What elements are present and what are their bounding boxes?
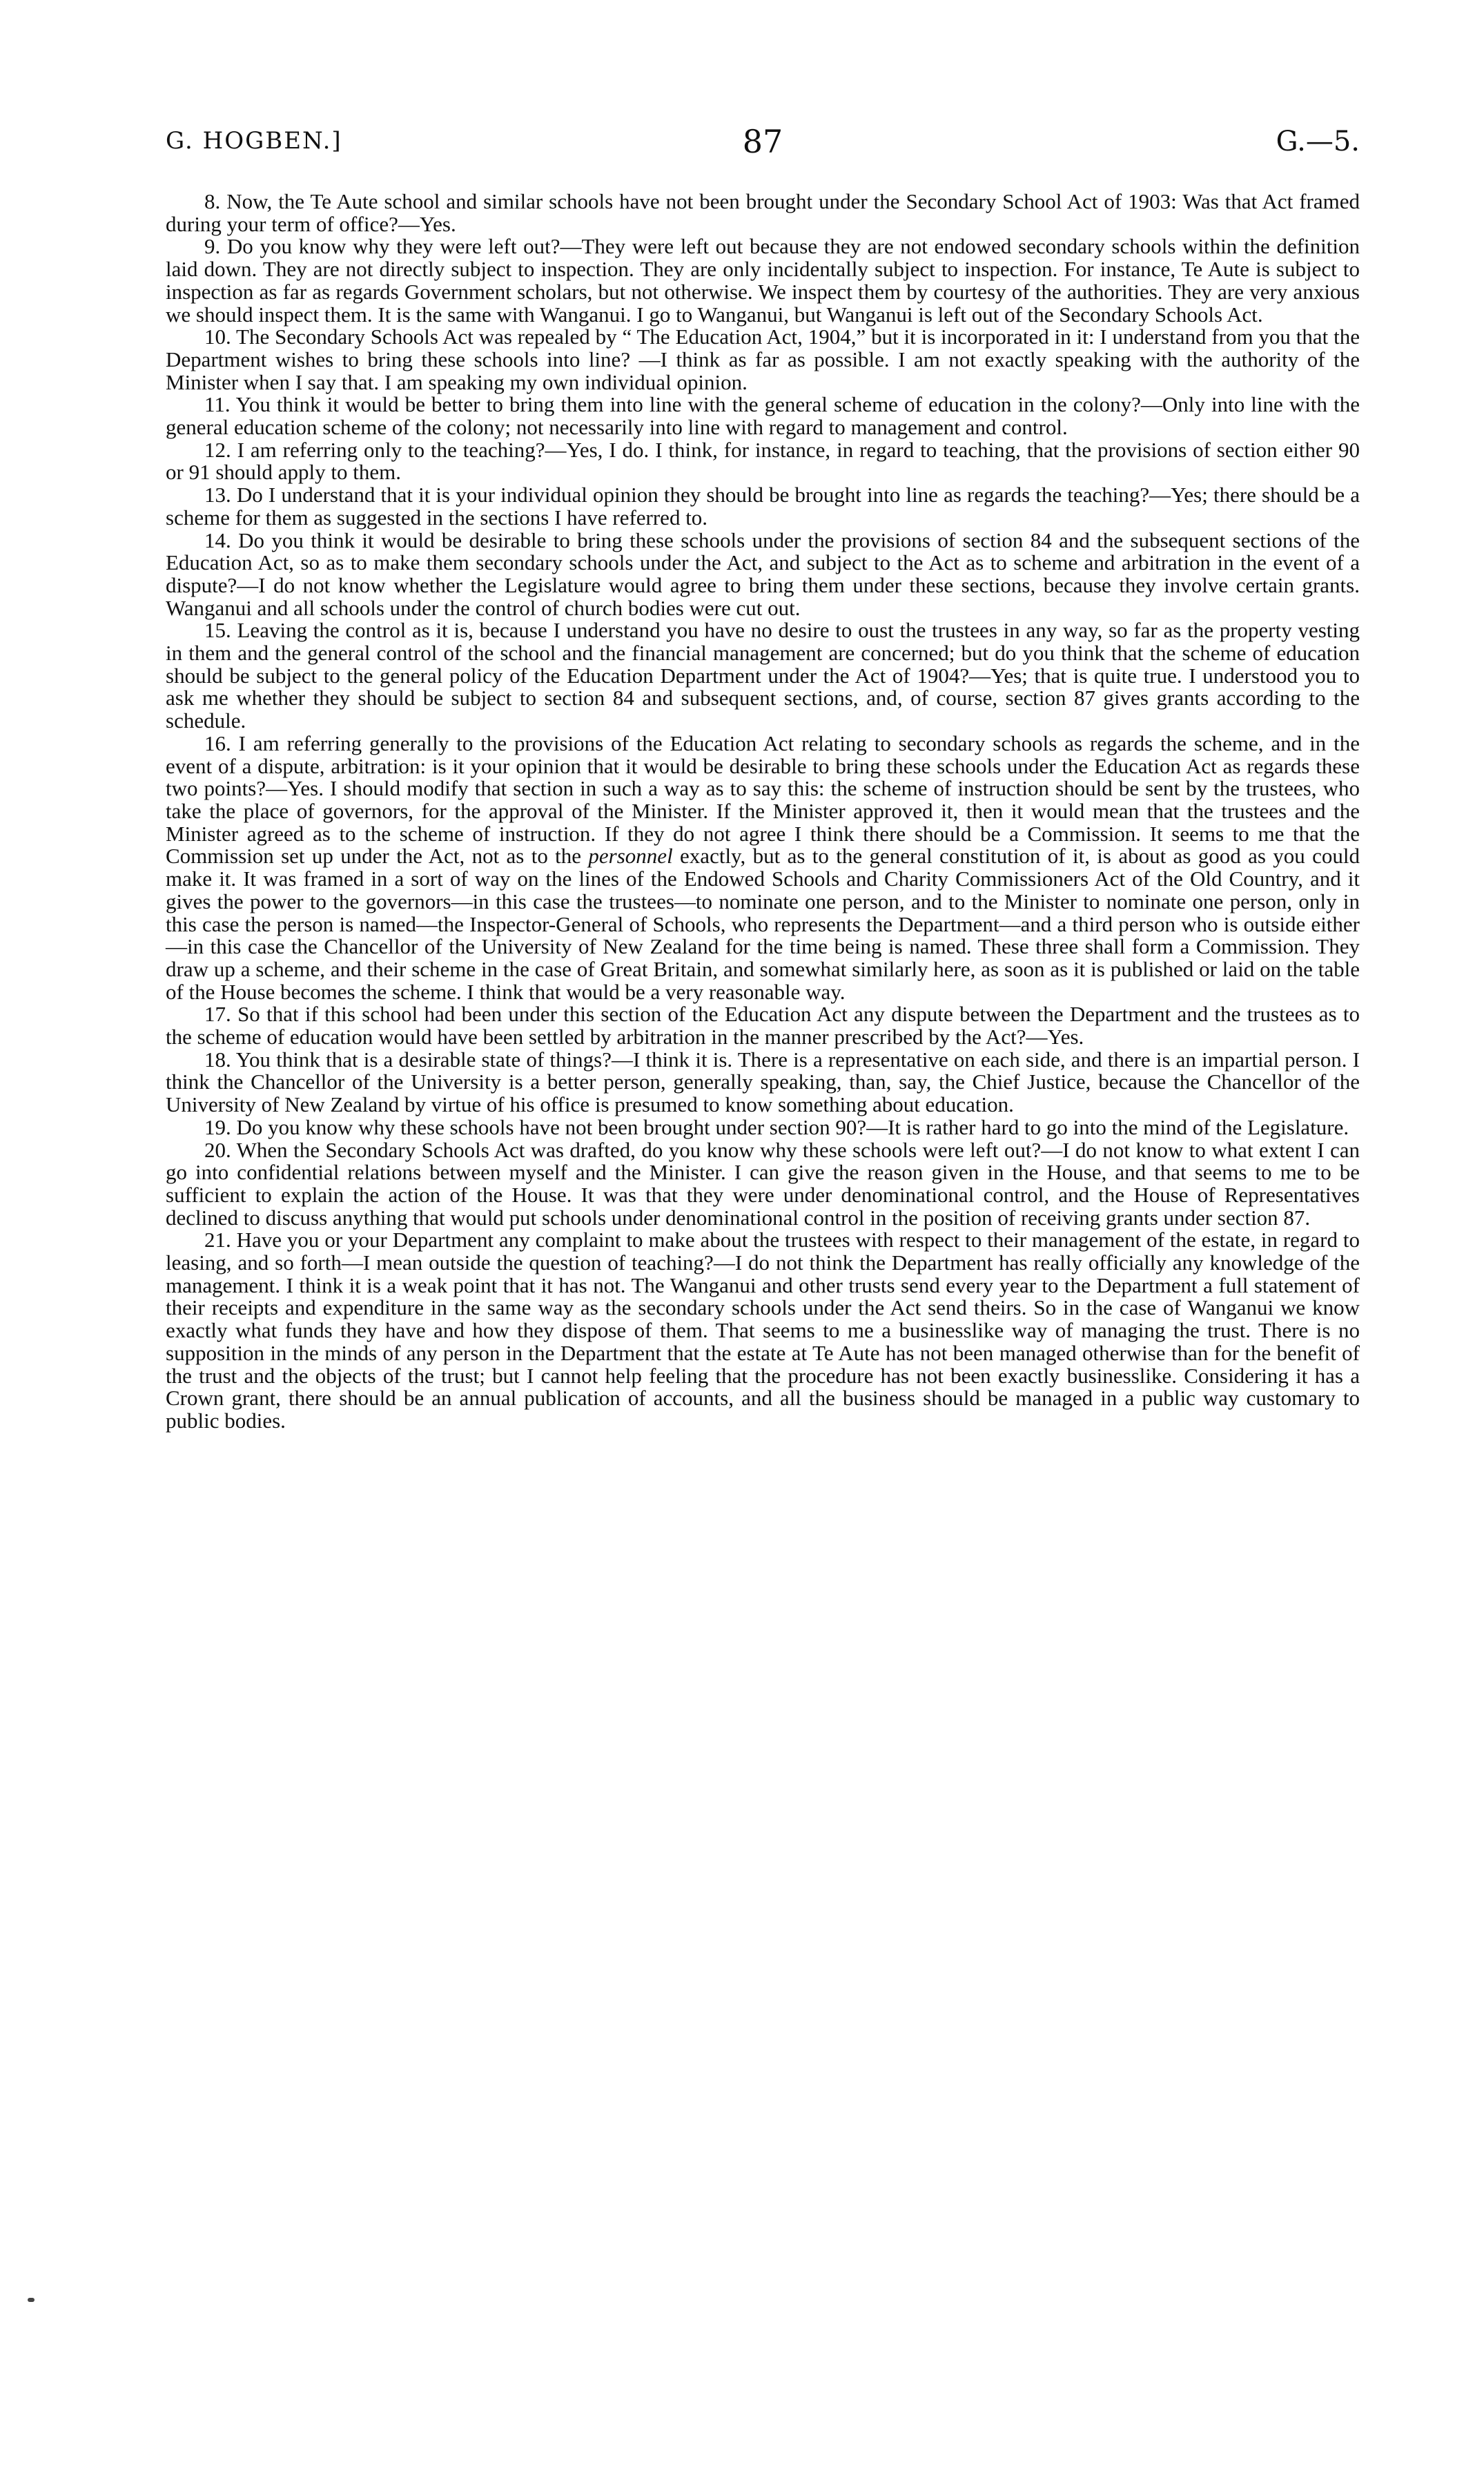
- question-paragraph: [166, 1003, 1360, 1048]
- question-paragraph: [166, 484, 1360, 529]
- question-number: 21.: [204, 1228, 231, 1252]
- question-paragraph: [166, 394, 1360, 438]
- paragraph-text: Do I understand that it is your individual opinion they should be brought into line as regards the teaching?—Yes; there should be a scheme for them as suggested in the sections I have referred to.: [166, 483, 1360, 530]
- question-number: 12.: [204, 437, 231, 462]
- question-number: 8.: [204, 189, 221, 213]
- paragraph-text: Have you or your Department any complaint to make about the trustees with respect to their management of the estate, in regard to leasing, and so forth—I mean outside the question of teaching?—I do not think the Department has really officially any knowledge of the management. I think it is a weak point that it has not. The Wanganui and other trusts send every year to the Department a full statement of their receipts and expenditure in the same way as the secondary schools under the Act send theirs. So in the case of Wanganui we know exactly what funds they have and how they dispose of them. That seems to me a businesslike way of managing the trust. There is no supposition in the minds of any person in the Department that the estate at Te Aute has not been managed otherwise than for the benefit of the trust and the objects of the trust; but I cannot help feeling that the procedure has not been exactly businesslike. Considering it has a Crown grant, there should be an annual publication of accounts, and all the business should be managed in a public way customary to public bodies.: [166, 1228, 1360, 1433]
- question-number: 10.: [204, 325, 231, 349]
- question-paragraph: [166, 1229, 1360, 1432]
- question-paragraph: [166, 1116, 1360, 1139]
- paragraph-text: Leaving the control as it is, because I understand you have no desire to oust the trustees in any way, so far as the property vesting in them and the general control of the school and the financial management are concerned; but do you think that the scheme of education should be subject to the general policy of the Education Department under the Act of 1904?—Yes; that is quite true. I understood you to ask me whether they should be subject to section 84 and subsequent sections, and, of course, section 87 gives grants according to the schedule.: [166, 618, 1360, 733]
- question-number: 16.: [204, 730, 231, 755]
- question-number: 19.: [204, 1114, 231, 1139]
- paragraph-text: Do you think it would be desirable to bring these schools under the provisions of section 84 and the subsequent sections of the Education Act, so as to make them secondary schools under the Act, and subject to the Act as to scheme and arbitration in the event of a dispute?—I do not know whether the Legislature would agree to bring them under these sections, because they involve certain grants. Wanganui and all schools under the control of church bodies were cut out.: [166, 528, 1360, 620]
- page-number: 87: [742, 123, 783, 160]
- question-paragraph: [166, 439, 1360, 484]
- question-number: 20.: [204, 1137, 231, 1162]
- question-paragraph: [166, 1049, 1360, 1116]
- paragraph-text: You think that is a desirable state of things?—I think it is. There is a representative on each side, and there is an impartial person. I think the Chancellor of the University is a better person, generally speaking, than, say, the Chief Justice, because the Chancellor of the University of New Zealand by virtue of his office is presumed to know something about education.: [166, 1047, 1360, 1117]
- question-number: 18.: [204, 1047, 231, 1072]
- witness-name: G. HOGBEN.]: [166, 127, 342, 155]
- question-number: 9.: [204, 234, 221, 259]
- question-number: 14.: [204, 528, 231, 552]
- paragraph-text: Do you know why these schools have not been brought under section 90?—It is rather hard to go into the mind of the Legislature.: [236, 1114, 1349, 1139]
- paragraph-text: The Secondary Schools Act was repealed by “ The Education Act, 1904,” but it is incorporated in it: I understand from you that the Department wishes to bring these schools into line? —I think as far as possible. I am not exactly speaking with the authority of the Minister when I say that. I am speaking my own individual opinion.: [166, 325, 1360, 394]
- question-number: 17.: [204, 1002, 231, 1027]
- question-number: 11.: [204, 392, 231, 417]
- question-paragraph: [166, 191, 1360, 235]
- question-number: 13.: [204, 483, 231, 507]
- document-reference: G.—5.: [1276, 126, 1360, 157]
- paragraph-text-continued: exactly, but as to the general constitution of it, is about as good as you could make it. It was framed in a sort of way on the lines of the Endowed Schools and Charity Commissioners Act of the Old Country, and it gives the power to the governors—in this case the trustees—to nominate one person, and to the Minister to nominate one person, only in this case the person is named—the Inspector-General of Schools, who represents the Department—and a third person who is outside either—in this case the Chancellor of the University of New Zealand for the time being is named. These three shall form a Commission. They draw up a scheme, and their scheme in the case of Great Britain, and somewhat similarly here, as soon as it is published or laid on the table of the House becomes the scheme. I think that would be a very reasonable way.: [166, 844, 1360, 1004]
- question-paragraph: [166, 1139, 1360, 1230]
- paragraph-text: I am referring generally to the provisions of the Education Act relating to secondary schools as regards the scheme, and in the event of a dispute, arbitration: is it your opinion that it would be desirable to bring these schools under the Education Act as regards these two points?—Yes. I should modify that section in such a way as to say this: the scheme of instruction should be sent by the trustees, who take the place of governors, for the approval of the Minister. If the Minister approved it, then it would mean that the trustees and the Minister agreed as to the scheme of instruction. If they do not agree I think there should be a Commission. It seems to me that the Commission set up under the Act, not as to the: [166, 730, 1360, 869]
- paragraph-text: You think it would be better to bring them into line with the general scheme of education in the colony?—Only into line with the general education scheme of the colony; not necessarily into line with regard to management and control.: [166, 392, 1360, 440]
- italic-term: personnel: [588, 844, 673, 869]
- paragraph-text: Now, the Te Aute school and similar schools have not been brought under the Secondary School Act of 1903: Was that Act framed during your term of office?—Yes.: [166, 189, 1360, 236]
- question-number: 15.: [204, 618, 231, 643]
- paragraph-text: I am referring only to the teaching?—Yes, I do. I think, for instance, in regard to teaching, that the provisions of section either 90 or 91 should apply to them.: [166, 437, 1360, 485]
- page-header: [166, 123, 1360, 171]
- paragraph-text: When the Secondary Schools Act was drafted, do you know why these schools were left out?—I do not know to what extent I can go into confidential relations between myself and the Minister. I can give the reason given in the House, and that seems to me to be sufficient to explain the action of the House. It was that they were under denominational control, and the House of Representatives declined to discuss anything that would put schools under denominational control in the position of receiving grants under section 87.: [166, 1137, 1360, 1230]
- question-paragraph: [166, 326, 1360, 394]
- question-paragraph: [166, 235, 1360, 326]
- question-paragraph: [166, 730, 1360, 1004]
- paragraph-text: So that if this school had been under this section of the Education Act any dispute between the Department and the trustees as to the scheme of education would have been settled by arbitration in the manner prescribed by the Act?—Yes.: [166, 1002, 1360, 1049]
- testimony-body: [166, 191, 1360, 1433]
- question-paragraph: [166, 530, 1360, 620]
- scan-speck: [28, 2298, 35, 2302]
- paragraph-text: Do you know why they were left out?—They were left out because they are not endowed secondary schools within the definition laid down. They are not directly subject to inspection. They are only incidentally subject to inspection. For instance, Te Aute is subject to inspection as far as regards Government scholars, but not otherwise. We inspect them by courtesy of the authorities. They are very anxious we should inspect them. It is the same with Wanganui. I go to Wanganui, but Wanganui is left out of the Secondary Schools Act.: [166, 234, 1360, 327]
- question-paragraph: [166, 619, 1360, 733]
